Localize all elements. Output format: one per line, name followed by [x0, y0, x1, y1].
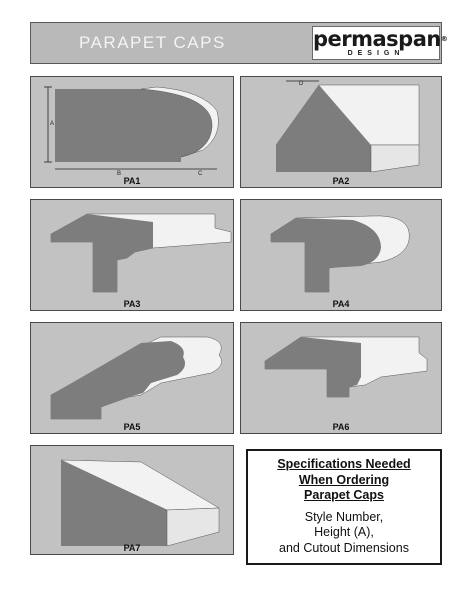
- pa3-profile-face: [51, 214, 153, 292]
- logo-tagline: DESIGN: [347, 50, 405, 57]
- header-banner: [30, 22, 448, 64]
- pa3-profile-drawing: [31, 200, 235, 312]
- pa5-profile-drawing: [31, 323, 235, 435]
- specifications-box: [246, 449, 442, 565]
- panel-pa1: [30, 76, 234, 188]
- pa4-profile-face: [271, 218, 381, 292]
- panel-label-pa3: PA3: [123, 299, 141, 309]
- pa2-profile-drawing: [241, 77, 443, 189]
- panel-label-pa7: PA7: [123, 543, 141, 553]
- dimension-label-a: A: [50, 121, 55, 127]
- panel-label-pa6: PA6: [332, 422, 350, 432]
- panel-label-pa1: PA1: [123, 176, 141, 186]
- panel-label-pa5: PA5: [123, 422, 141, 432]
- panel-label-pa2: PA2: [332, 176, 350, 186]
- pa6-profile-face: [265, 337, 361, 397]
- specs-heading: Specifications Needed When Ordering Parapet Caps: [277, 457, 411, 502]
- logo-trademark: ®: [440, 35, 448, 43]
- specs-body: Style Number, Height (A), and Cutout Dimensions: [279, 509, 409, 555]
- panel-pa4: [240, 199, 442, 311]
- pa1-profile-drawing: [31, 77, 235, 189]
- panel-pa7: [30, 445, 234, 555]
- logo-brand: permaspan: [313, 27, 441, 51]
- permaspan-logo: [312, 26, 448, 60]
- dimension-label-d: D: [299, 81, 304, 87]
- panel-pa2: [240, 76, 442, 188]
- panel-pa5: [30, 322, 234, 434]
- pa1-profile-face: [55, 89, 212, 162]
- panel-label-pa4: PA4: [332, 299, 350, 309]
- dimension-label-b: B: [117, 171, 122, 177]
- page-title: PARAPET CAPS: [79, 33, 226, 52]
- panel-pa3: [30, 199, 234, 311]
- dimension-label-c: C: [198, 171, 203, 177]
- pa4-profile-drawing: [241, 200, 443, 312]
- pa6-profile-drawing: [241, 323, 443, 435]
- panel-pa6: [240, 322, 442, 434]
- pa7-profile-drawing: [31, 446, 235, 556]
